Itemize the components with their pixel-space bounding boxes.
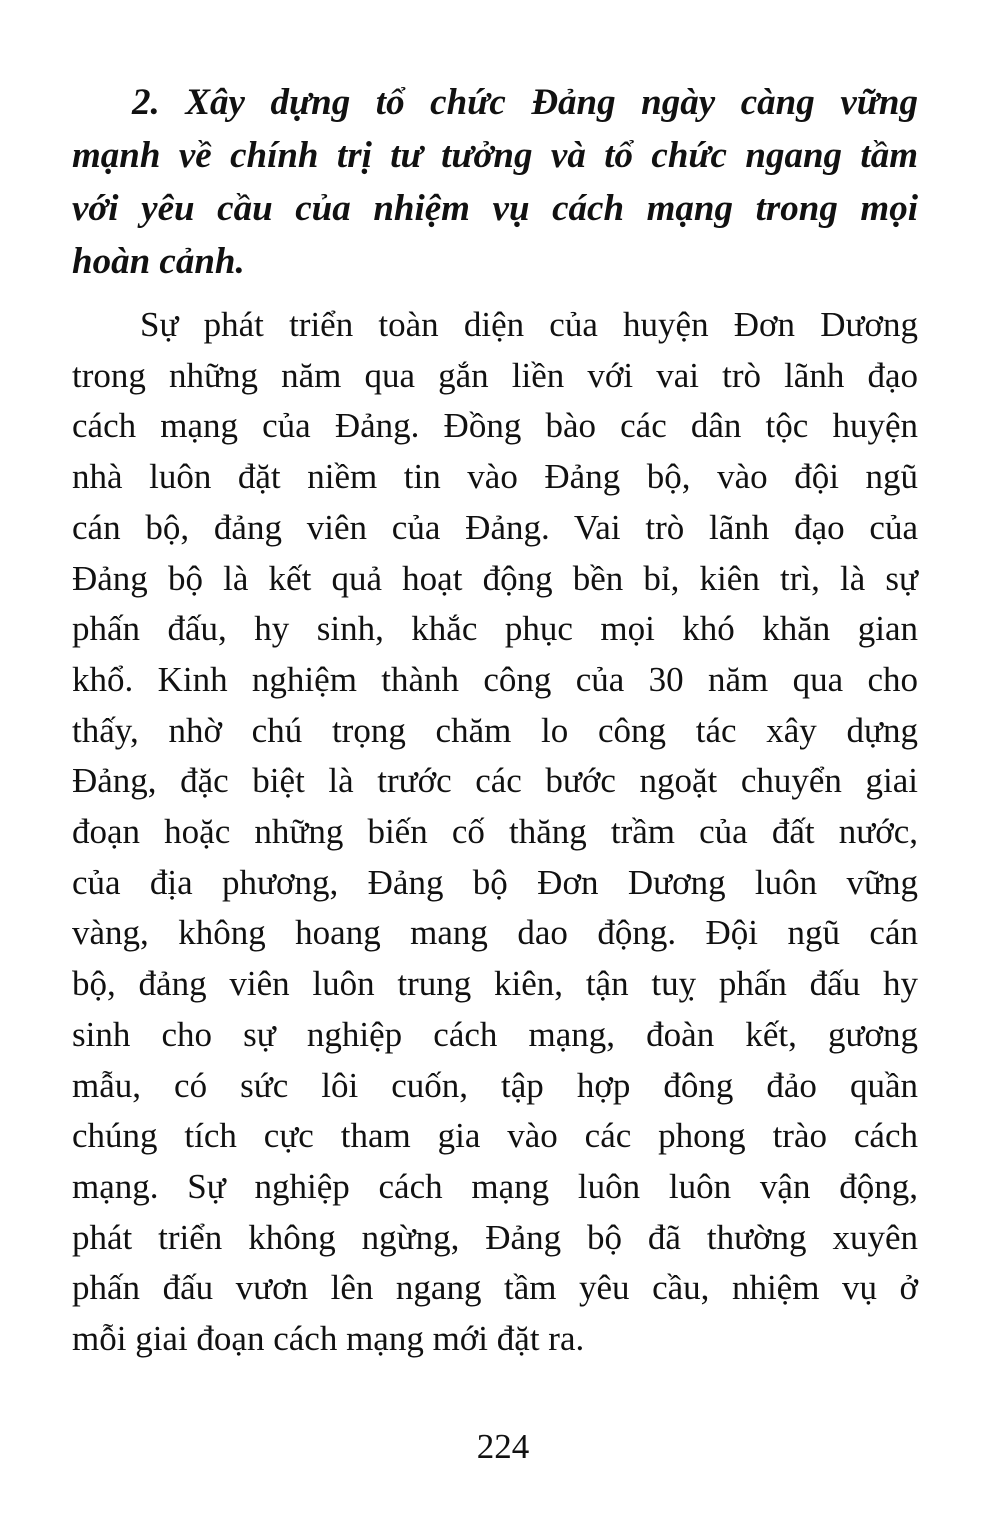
body-line: của địa phương, Đảng bộ Đơn Dương luôn vững bbox=[72, 862, 918, 902]
body-line: chúng tích cực tham gia vào các phong trào cách bbox=[72, 1116, 918, 1156]
body-line: mạng. Sự nghiệp cách mạng luôn luôn vận động, bbox=[72, 1166, 918, 1206]
body-line: khổ. Kinh nghiệm thành công của 30 năm qua cho bbox=[72, 659, 918, 699]
page-number: 224 bbox=[476, 1427, 530, 1466]
body-line: thấy, nhờ chú trọng chăm lo công tác xây dựng bbox=[72, 710, 918, 750]
heading-line: hoàn cảnh. bbox=[72, 241, 245, 282]
body-line: trong những năm qua gắn liền với vai trò lãnh đạo bbox=[72, 355, 918, 395]
body-line: mẫu, có sức lôi cuốn, tập hợp đông đảo quần bbox=[72, 1065, 918, 1105]
body-line: Đảng, đặc biệt là trước các bước ngoặt chuyển giai bbox=[72, 761, 918, 801]
body-line: Sự phát triển toàn diện của huyện Đơn Dương bbox=[140, 305, 918, 344]
body-line: phấn đấu vươn lên ngang tầm yêu cầu, nhiệm vụ ở bbox=[72, 1268, 918, 1308]
body-line: mỗi giai đoạn cách mạng mới đặt ra. bbox=[72, 1319, 585, 1359]
heading-line: 2. Xây dựng tổ chức Đảng ngày càng vững bbox=[132, 82, 918, 123]
body-line: đoạn hoặc những biến cố thăng trầm của đất nước, bbox=[72, 812, 918, 852]
body-line: vàng, không hoang mang dao động. Đội ngũ cán bbox=[72, 913, 918, 953]
body-line: phấn đấu, hy sinh, khắc phục mọi khó khăn gian bbox=[72, 609, 918, 649]
body-line: nhà luôn đặt niềm tin vào Đảng bộ, vào đội ngũ bbox=[72, 457, 918, 497]
heading-line: với yêu cầu của nhiệm vụ cách mạng trong mọi bbox=[72, 188, 918, 229]
body-line: cách mạng của Đảng. Đồng bào các dân tộc huyện bbox=[72, 406, 918, 446]
body-line: bộ, đảng viên luôn trung kiên, tận tuỵ phấn đấu hy bbox=[72, 964, 918, 1004]
body-line: Đảng bộ là kết quả hoạt động bền bỉ, kiên trì, là sự bbox=[72, 558, 918, 598]
section-heading bbox=[72, 76, 918, 288]
body-paragraph bbox=[72, 300, 918, 1365]
body-line: sinh cho sự nghiệp cách mạng, đoàn kết, gương bbox=[72, 1014, 918, 1054]
body-line: cán bộ, đảng viên của Đảng. Vai trò lãnh đạo của bbox=[72, 507, 918, 547]
heading-line: mạnh về chính trị tư tưởng và tổ chức ngang tầm bbox=[72, 135, 918, 176]
body-line: phát triển không ngừng, Đảng bộ đã thường xuyên bbox=[72, 1217, 918, 1257]
